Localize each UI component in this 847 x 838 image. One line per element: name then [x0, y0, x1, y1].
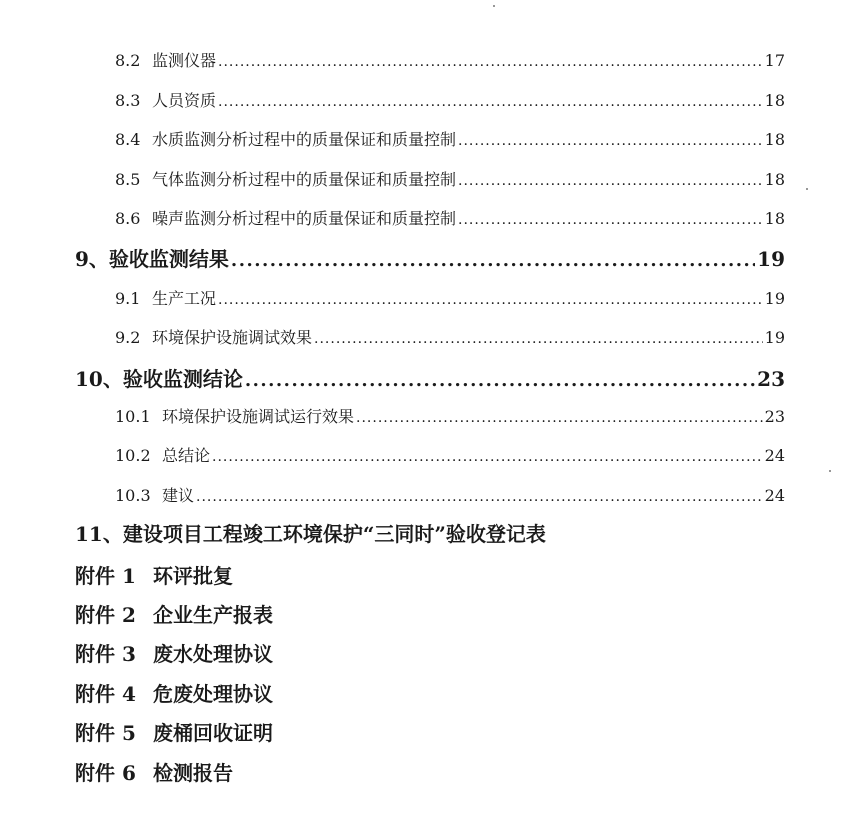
toc-entry-page: 18	[764, 91, 785, 110]
toc-entry-8-2[interactable]	[115, 48, 785, 71]
toc-entry-8-6[interactable]	[115, 206, 785, 229]
dot-leader	[231, 250, 755, 271]
annex-number: 附件 3	[75, 642, 136, 666]
toc-entry-10-1[interactable]	[115, 404, 785, 427]
annex-number: 附件 2	[75, 603, 136, 627]
toc-entry-number: 10.2	[115, 446, 151, 465]
toc-entry-10[interactable]	[75, 363, 785, 392]
toc-entry-number: 8.5	[115, 170, 141, 189]
toc-entry-9[interactable]	[75, 243, 785, 272]
annex-entry-5[interactable]	[75, 717, 273, 746]
toc-entry-page: 23	[764, 407, 785, 426]
annex-number: 附件 4	[75, 682, 136, 706]
toc-entry-8-4[interactable]	[115, 127, 785, 150]
toc-entry-11[interactable]	[75, 518, 546, 547]
dot-leader	[212, 449, 763, 465]
annex-title: 危废处理协议	[153, 682, 273, 706]
toc-entry-page: 23	[757, 367, 785, 391]
annex-title: 废桶回收证明	[153, 721, 273, 745]
toc-entry-page: 18	[764, 209, 785, 228]
toc-entry-title: 水质监测分析过程中的质量保证和质量控制	[152, 130, 457, 149]
toc-entry-9-2[interactable]	[115, 325, 785, 348]
scan-speck	[493, 5, 495, 7]
dot-leader	[314, 331, 763, 347]
toc-entry-number: 8.2	[115, 51, 141, 70]
toc-entry-title: 生产工况	[152, 289, 217, 308]
toc-entry-number: 9、	[75, 247, 109, 271]
annex-entry-3[interactable]	[75, 638, 273, 667]
toc-entry-title: 人员资质	[152, 91, 217, 110]
annex-entry-6[interactable]	[75, 757, 233, 786]
toc-entry-8-3[interactable]	[115, 88, 785, 111]
scan-speck	[806, 188, 808, 190]
toc-entry-title: 总结论	[162, 446, 211, 465]
annex-entry-1[interactable]	[75, 560, 233, 589]
toc-entry-number: 8.4	[115, 130, 141, 149]
dot-leader	[218, 54, 763, 70]
toc-entry-number: 10、	[75, 367, 123, 391]
annex-number: 附件 1	[75, 564, 136, 588]
toc-entry-number: 10.3	[115, 486, 151, 505]
toc-entry-title: 环境保护设施调试运行效果	[162, 407, 355, 426]
dot-leader	[196, 489, 763, 505]
annex-number: 附件 6	[75, 761, 136, 785]
dot-leader	[458, 173, 763, 189]
toc-entry-page: 18	[764, 170, 785, 189]
toc-entry-10-3[interactable]	[115, 483, 785, 506]
toc-entry-page: 19	[764, 328, 785, 347]
toc-entry-title: 气体监测分析过程中的质量保证和质量控制	[152, 170, 457, 189]
dot-leader	[356, 410, 763, 426]
annex-title: 检测报告	[153, 761, 233, 785]
toc-entry-title: 建设项目工程竣工环境保护“三同时”验收登记表	[122, 522, 546, 546]
toc-entry-number: 8.6	[115, 209, 141, 228]
toc-entry-number: 9.2	[115, 328, 141, 347]
dot-leader	[245, 370, 755, 391]
toc-entry-title: 监测仪器	[152, 51, 217, 70]
toc-entry-title: 验收监测结果	[108, 247, 229, 271]
toc-entry-page: 19	[764, 289, 785, 308]
toc-entry-9-1[interactable]	[115, 286, 785, 309]
toc-entry-title: 环境保护设施调试效果	[152, 328, 313, 347]
toc-entry-title: 建议	[162, 486, 195, 505]
toc-entry-number: 9.1	[115, 289, 141, 308]
dot-leader	[458, 212, 763, 228]
toc-entry-8-5[interactable]	[115, 167, 785, 190]
scan-speck	[829, 470, 831, 472]
toc-entry-number: 8.3	[115, 91, 141, 110]
toc-entry-number: 10.1	[115, 407, 151, 426]
toc-entry-page: 24	[764, 446, 785, 465]
dot-leader	[218, 292, 763, 308]
toc-entry-page: 19	[757, 247, 785, 271]
annex-title: 环评批复	[153, 564, 233, 588]
annex-entry-4[interactable]	[75, 678, 273, 707]
toc-entry-page: 17	[764, 51, 785, 70]
toc-entry-page: 18	[764, 130, 785, 149]
annex-entry-2[interactable]	[75, 599, 273, 628]
annex-number: 附件 5	[75, 721, 136, 745]
toc-entry-title: 噪声监测分析过程中的质量保证和质量控制	[152, 209, 457, 228]
toc-entry-10-2[interactable]	[115, 443, 785, 466]
toc-entry-title: 验收监测结论	[122, 367, 243, 391]
toc-entry-number: 11、	[75, 522, 123, 546]
dot-leader	[218, 94, 763, 110]
annex-title: 企业生产报表	[153, 603, 273, 627]
annex-title: 废水处理协议	[153, 642, 273, 666]
dot-leader	[458, 133, 763, 149]
toc-entry-page: 24	[764, 486, 785, 505]
